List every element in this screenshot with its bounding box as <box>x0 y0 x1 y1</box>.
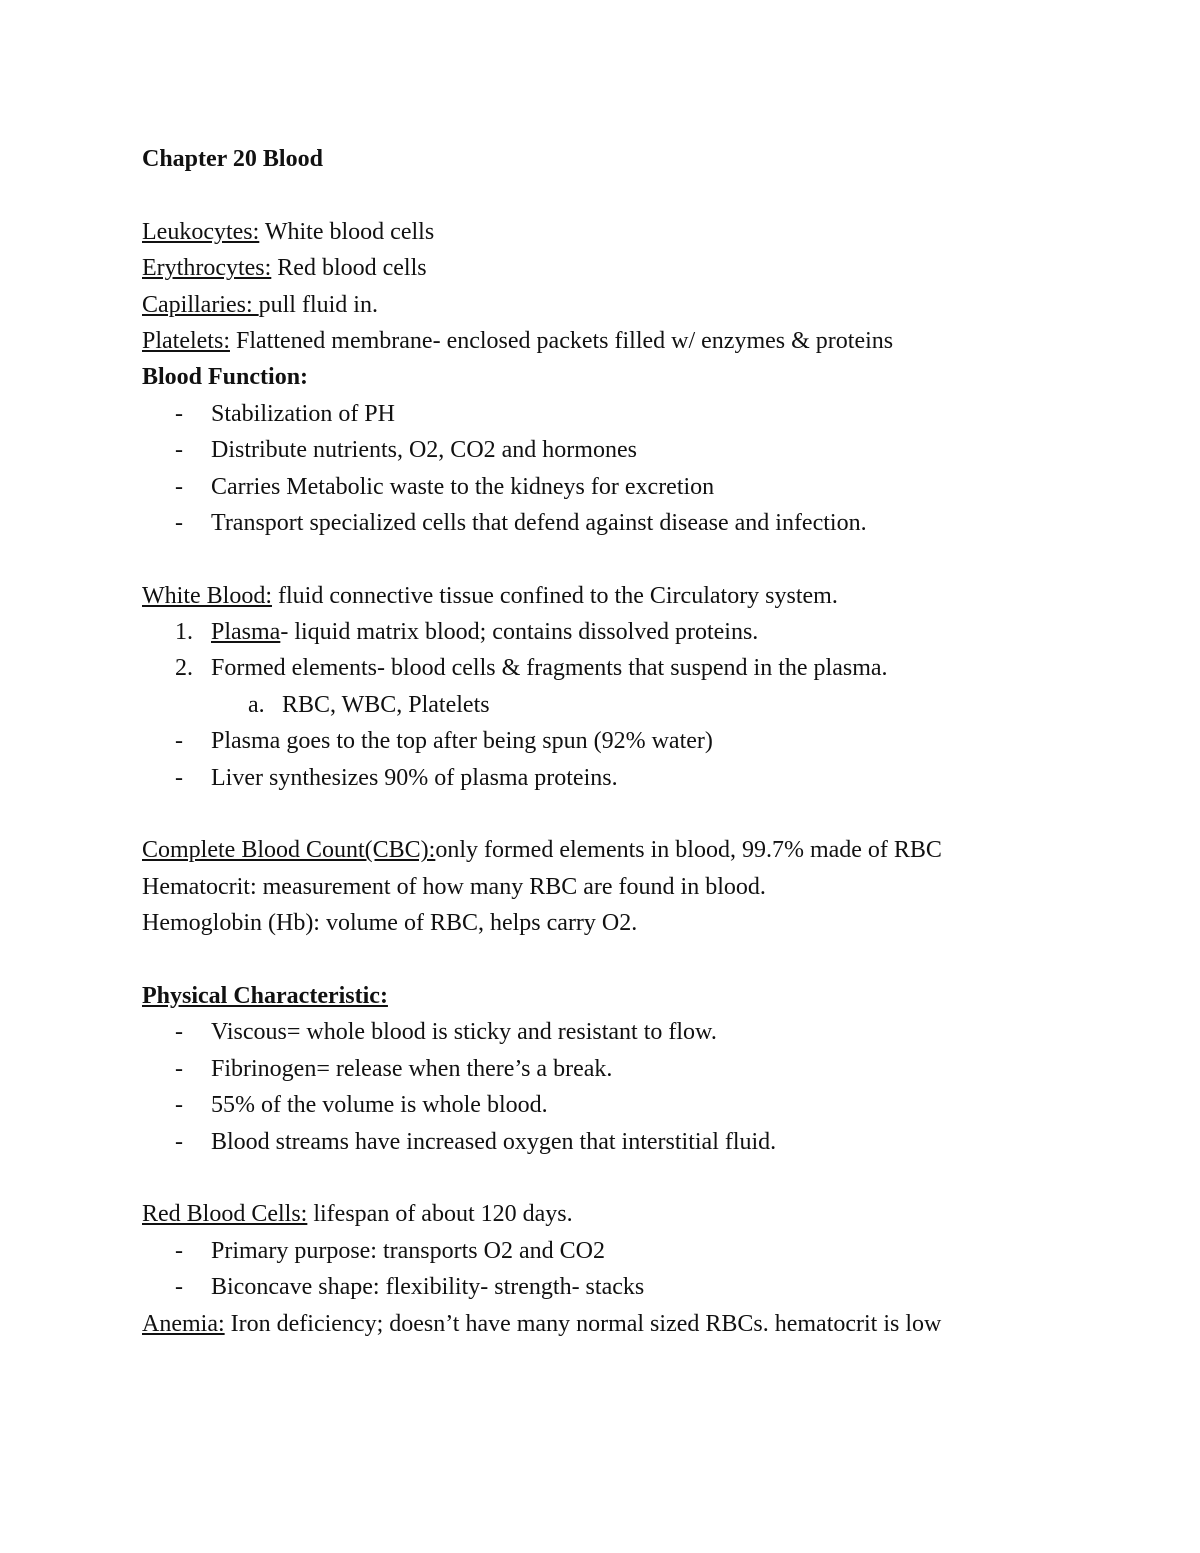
bullet-marker: - <box>175 1128 183 1155</box>
number-marker: 2. <box>175 655 193 682</box>
list-item <box>142 760 1142 796</box>
definition-text: Flattened membrane- enclosed packets filled w/ enzymes & proteins <box>229 327 894 354</box>
rbc-definition <box>142 1196 1142 1232</box>
bullet-marker: - <box>175 400 183 427</box>
white-blood-definition <box>142 578 1142 614</box>
list-item <box>142 432 1142 468</box>
definition-term: Complete Blood Count(CBC): <box>142 837 436 864</box>
numbered-item <box>142 650 1142 686</box>
list-item-text: Transport specialized cells that defend against disease and infection. <box>211 509 867 536</box>
list-item-text: Plasma goes to the top after being spun (92% water) <box>211 728 713 755</box>
bullet-marker: - <box>175 764 183 791</box>
hematocrit-line: Hematocrit: measurement of how many RBC are found in blood. <box>142 873 766 900</box>
physical-heading: Physical Characteristic: <box>142 982 388 1009</box>
spacer <box>142 177 1142 213</box>
definition-term: Capillaries: <box>142 291 259 318</box>
definition-text: Iron deficiency; doesn’t have many normal sized RBCs. hematocrit is low <box>224 1310 942 1337</box>
definition-text: Red blood cells <box>271 255 427 282</box>
bullet-marker: - <box>175 437 183 464</box>
bullet-marker: - <box>175 1092 183 1119</box>
definition-capillaries <box>142 287 1142 323</box>
list-item <box>142 1233 1142 1269</box>
spacer <box>142 942 1142 978</box>
numbered-item <box>142 614 1142 650</box>
bullet-marker: - <box>175 728 183 755</box>
list-item <box>142 1269 1142 1305</box>
definition-term: Erythrocytes: <box>142 255 272 282</box>
spacer <box>142 1160 1142 1196</box>
list-item-text: Primary purpose: transports O2 and CO2 <box>211 1237 605 1264</box>
list-item-text: Distribute nutrients, O2, CO2 and hormones <box>211 437 637 464</box>
numbered-item-text: Formed elements- blood cells & fragments that suspend in the plasma. <box>211 655 888 682</box>
bullet-marker: - <box>175 1055 183 1082</box>
bullet-marker: - <box>175 1237 183 1264</box>
list-item <box>142 396 1142 432</box>
list-item-text: Blood streams have increased oxygen that interstitial fluid. <box>211 1128 777 1155</box>
sub-item-text: RBC, WBC, Platelets <box>282 691 490 718</box>
definition-erythrocytes <box>142 250 1142 286</box>
document-page <box>142 141 1142 1342</box>
hemoglobin-line: Hemoglobin (Hb): volume of RBC, helps carry O2. <box>142 910 638 937</box>
definition-text: White blood cells <box>259 218 435 245</box>
list-item <box>142 1124 1142 1160</box>
definition-platelets <box>142 323 1142 359</box>
bullet-marker: - <box>175 1274 183 1301</box>
list-item-text: Viscous= whole blood is sticky and resistant to flow. <box>211 1019 717 1046</box>
sub-item <box>142 687 1142 723</box>
anemia-definition <box>142 1306 1142 1342</box>
list-item-text: Biconcave shape: flexibility- strength- stacks <box>211 1274 645 1301</box>
list-item-text: Fibrinogen= release when there’s a break. <box>211 1055 613 1082</box>
definition-term: Red Blood Cells: <box>142 1201 308 1228</box>
number-marker: 1. <box>175 619 193 646</box>
cbc-definition <box>142 832 1142 868</box>
definition-term: White Blood: <box>142 582 272 609</box>
numbered-item-term: Plasma <box>211 619 281 646</box>
bullet-marker: - <box>175 473 183 500</box>
definition-text: lifespan of about 120 days. <box>307 1201 573 1228</box>
spacer <box>142 541 1142 577</box>
definition-text: pull fluid in. <box>258 291 378 318</box>
list-item <box>142 1014 1142 1050</box>
letter-marker: a. <box>248 691 265 718</box>
page-title: Chapter 20 Blood <box>142 146 323 172</box>
list-item-text: Carries Metabolic waste to the kidneys for excretion <box>211 473 715 500</box>
blood-function-heading: Blood Function: <box>142 364 309 391</box>
definition-text: only formed elements in blood, 99.7% made of RBC <box>435 837 942 864</box>
list-item-text: 55% of the volume is whole blood. <box>211 1092 548 1119</box>
definition-text: fluid connective tissue confined to the Circulatory system. <box>271 582 838 609</box>
list-item <box>142 723 1142 759</box>
list-item <box>142 1087 1142 1123</box>
definition-term: Leukocytes: <box>142 218 260 245</box>
bullet-marker: - <box>175 1019 183 1046</box>
definition-term: Platelets: <box>142 327 230 354</box>
list-item <box>142 469 1142 505</box>
list-item-text: Liver synthesizes 90% of plasma proteins. <box>211 764 618 791</box>
list-item <box>142 1051 1142 1087</box>
list-item-text: Stabilization of PH <box>211 400 395 427</box>
spacer <box>142 796 1142 832</box>
numbered-item-text: - liquid matrix blood; contains dissolved proteins. <box>280 619 759 646</box>
bullet-marker: - <box>175 509 183 536</box>
definition-leukocytes <box>142 214 1142 250</box>
list-item <box>142 505 1142 541</box>
definition-term: Anemia: <box>142 1310 225 1337</box>
